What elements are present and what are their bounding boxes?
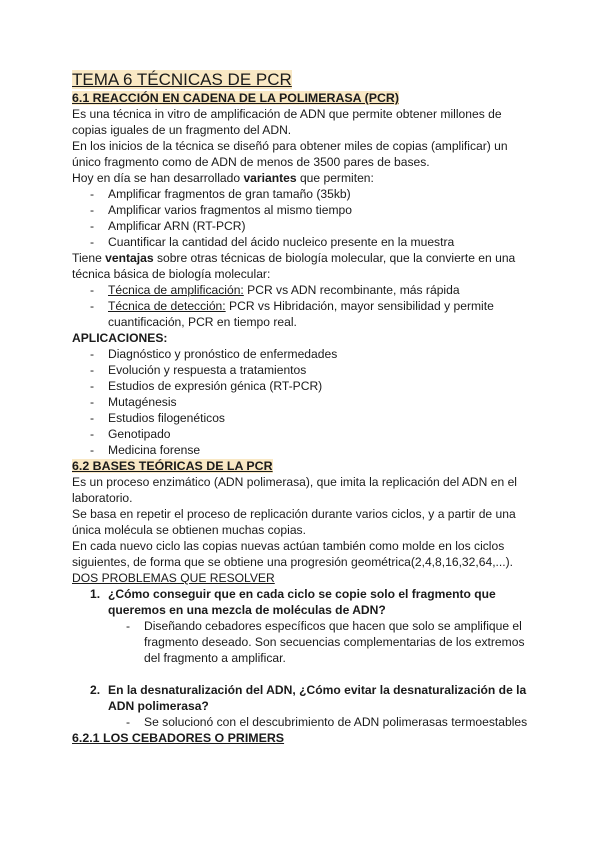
list-item: - Mutagénesis bbox=[72, 394, 528, 410]
list-item: - Técnica de amplificación: PCR vs ADN recombinante, más rápida bbox=[72, 282, 528, 298]
paragraph: En cada nuevo ciclo las copias nuevas actúan también como molde en los ciclos siguientes, de forma que se obtiene una progresión geométrica(2,4,8,16,32,64,...). bbox=[72, 539, 514, 569]
list-item: - Genotipado bbox=[72, 426, 528, 442]
list-item: - Técnica de detección: PCR vs Hibridación, mayor sensibilidad y permite cuantificación, PCR en tiempo real. bbox=[72, 298, 528, 330]
advantages-list bbox=[72, 282, 528, 330]
section-heading-6-2: 6.2 BASES TEÓRICAS DE LA PCR bbox=[72, 459, 273, 473]
applications-heading: APLICACIONES: bbox=[72, 331, 168, 345]
list-item: - Diagnóstico y pronóstico de enfermedades bbox=[72, 346, 528, 362]
answer-item: - Se solucionó con el descubrimiento de ADN polimerasas termoestables bbox=[72, 714, 528, 730]
section-heading-6-1: 6.1 REACCIÓN EN CADENA DE LA POLIMERASA (PCR) bbox=[72, 91, 399, 105]
problem-item: 1. ¿Cómo conseguir que en cada ciclo se copie solo el fragmento que queremos en una mezcla de moléculas de ADN? - Diseñando cebadores específicos que hacen que solo se amplifique el fragmento deseado. Son secuencias complementarias de los extremos del fragmento a amplificar. bbox=[72, 586, 528, 666]
list-item: - Estudios de expresión génica (RT-PCR) bbox=[72, 378, 528, 394]
problems-list bbox=[72, 586, 528, 730]
paragraph: En los inicios de la técnica se diseñó para obtener miles de copias (amplificar) un único fragmento como de ADN de menos de 3500 pares de bases. bbox=[72, 139, 508, 169]
page-title: TEMA 6 TÉCNICAS DE PCR bbox=[72, 70, 292, 89]
problem-item: 2. En la desnaturalización del ADN, ¿Cómo evitar la desnaturalización de la ADN polimerasa? - Se solucionó con el descubrimiento de ADN polimerasas termoestables bbox=[72, 682, 528, 730]
paragraph: Se basa en repetir el proceso de replicación durante varios ciclos, y a partir de una única molécula se obtienen muchas copias. bbox=[72, 507, 516, 537]
problems-heading: DOS PROBLEMAS QUE RESOLVER bbox=[72, 571, 275, 585]
list-item: - Amplificar fragmentos de gran tamaño (35kb) bbox=[72, 186, 528, 202]
answer-list bbox=[108, 714, 528, 730]
list-item: - Estudios filogenéticos bbox=[72, 410, 528, 426]
list-item: - Amplificar ARN (RT-PCR) bbox=[72, 218, 528, 234]
section-heading-6-2-1: 6.2.1 LOS CEBADORES O PRIMERS bbox=[72, 731, 285, 745]
list-item: - Amplificar varios fragmentos al mismo tiempo bbox=[72, 202, 528, 218]
paragraph: Es un proceso enzimático (ADN polimerasa), que imita la replicación del ADN en el laboratorio. bbox=[72, 475, 517, 505]
list-item: - Medicina forense bbox=[72, 442, 528, 458]
list-item: - Cuantificar la cantidad del ácido nucleico presente en la muestra bbox=[72, 234, 528, 250]
list-item: - Evolución y respuesta a tratamientos bbox=[72, 362, 528, 378]
answer-list bbox=[108, 618, 528, 666]
paragraph: Es una técnica in vitro de amplificación de ADN que permite obtener millones de copias iguales de un fragmento del ADN. bbox=[72, 107, 502, 137]
paragraph: Hoy en día se han desarrollado variantes que permiten: bbox=[72, 171, 374, 185]
document-page bbox=[72, 70, 528, 746]
variants-list bbox=[72, 186, 528, 250]
spacer bbox=[72, 666, 528, 682]
answer-item: - Diseñando cebadores específicos que hacen que solo se amplifique el fragmento deseado. Son secuencias complementarias de los extremos del fragmento a amplificar. bbox=[72, 618, 528, 666]
applications-list bbox=[72, 346, 528, 458]
paragraph: Tiene ventajas sobre otras técnicas de biología molecular, que la convierte en una técnica básica de biología molecular: bbox=[72, 251, 516, 281]
